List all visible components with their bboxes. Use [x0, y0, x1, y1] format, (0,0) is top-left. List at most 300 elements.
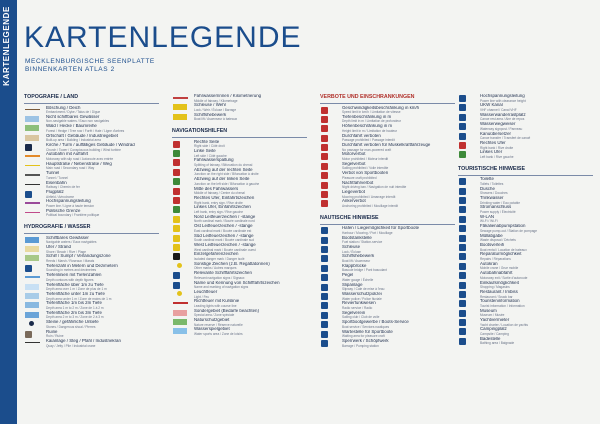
legend-symbol	[458, 103, 476, 111]
legend-symbol	[320, 320, 338, 328]
legend-item	[172, 262, 307, 271]
legend-translation: Left bank, entry sign / Rive gauche	[194, 210, 244, 214]
legend-text	[342, 134, 455, 143]
depth-contour-symbol	[25, 276, 40, 278]
legend-translation: Depth area 1 m to 2 m / Zone de 1 à 2 m	[46, 306, 104, 311]
legend-text	[194, 94, 307, 103]
gauge-icon	[321, 274, 328, 281]
legend-label: Wasserwanderrastplatz	[480, 112, 526, 117]
legend-label: Ost Leitfeuerzeichen / -stange	[194, 224, 253, 229]
legend-text	[342, 152, 455, 161]
legend-label: UKW Kanal	[480, 103, 503, 108]
legend-label: Abzweig auf der rechten Seite	[194, 167, 253, 172]
subtitle-atlas: BINNENKARTEN ATLAS 2	[25, 66, 115, 73]
legend-symbol	[458, 113, 476, 121]
no-sailing-icon	[321, 163, 328, 170]
west-cardinal-icon	[173, 244, 180, 251]
legend-text	[480, 215, 593, 224]
legend-label: Sonstige Zeichen (z.B. Regattatonnen)	[194, 261, 270, 266]
legend-text	[480, 177, 593, 186]
legend-symbol	[320, 106, 338, 114]
legend-text	[480, 299, 593, 308]
legend-translation: Quay / Jetty / Pile / Industrial crane	[46, 343, 96, 348]
legend-text	[194, 243, 307, 252]
east-cardinal-icon	[173, 225, 180, 232]
legend-text	[194, 177, 307, 186]
legend-text	[342, 320, 455, 329]
legend-text	[46, 171, 159, 180]
legend-label: Sportbootgewerbe / Boots-Service	[342, 320, 409, 325]
legend-text	[194, 309, 307, 318]
legend-translation: VHF channel / Canal VHF	[480, 107, 517, 112]
legend-translation: Right bank, entry sign / Rive droite	[194, 200, 243, 205]
boat-lift-symbol	[173, 114, 187, 120]
left-bank-icon	[459, 151, 466, 158]
legend-text	[46, 320, 159, 329]
legend-item	[24, 264, 159, 273]
legend-item	[458, 243, 593, 252]
legend-symbol	[24, 301, 42, 309]
legend-label: Tiefenfläche unter 1m zu Tiefe	[46, 292, 105, 297]
ruin-icon	[25, 331, 32, 338]
legend-translation: Forest / Hedge / Tree row / Forêt / Haie / Ligne d'arbres	[46, 128, 125, 133]
legend-translation: Motorway with slip road / Autoroute avec entrée	[46, 157, 114, 162]
legend-translation: Waiting area for pleasure craft	[342, 334, 385, 339]
legend-symbol	[458, 234, 476, 242]
legend-symbol	[320, 115, 338, 123]
legend-text	[194, 158, 307, 167]
junction-left-icon	[173, 178, 180, 185]
legend-item	[24, 152, 159, 161]
legend-label: Nachtfahrverbot	[342, 180, 374, 185]
legend-label: Rechte Seite	[194, 139, 220, 144]
legend-symbol	[172, 149, 190, 157]
legend-item	[172, 224, 307, 233]
legend-item	[320, 143, 455, 152]
legend-translation: Drinking water / Eau potable	[480, 200, 521, 205]
legend-translation: Anchoring prohibited / Mouillage interdit	[342, 204, 398, 208]
fuel-station-icon	[321, 237, 328, 244]
legend-translation: Water police / Police fluviale	[342, 296, 382, 301]
water-police-icon	[321, 293, 328, 300]
nature-reserve-symbol	[173, 319, 187, 325]
legend-item	[458, 150, 593, 159]
legend-item	[458, 309, 593, 318]
legend-translation: Water gauge / Échelle	[342, 277, 374, 282]
legend-translation: Museum / Musée	[480, 313, 505, 318]
legend-translation: Speed limit in km/h / Limitation de vitesse	[342, 110, 401, 115]
crane-icon	[459, 263, 466, 270]
legend-symbol	[458, 150, 476, 158]
legend-symbol	[24, 134, 42, 142]
legend-item	[458, 299, 593, 308]
legend-text	[46, 339, 159, 348]
legend-text	[480, 337, 593, 346]
legend-text	[342, 311, 455, 320]
legend-symbol	[320, 264, 338, 272]
legend-item	[458, 262, 593, 271]
legend-item	[458, 281, 593, 290]
legend-item	[320, 301, 455, 310]
legend-label: Trinkwasser	[480, 196, 504, 201]
legend-text	[194, 271, 307, 280]
legend-translation: Canoe rest area / Aire de repos	[480, 117, 525, 122]
legend-label: Hauptstraße / Nebenstraße / Weg	[46, 161, 112, 166]
legend-symbol	[24, 181, 42, 189]
legend-label: Hafen / Liegemöglichkeit für Sportboote	[342, 226, 420, 231]
legend-item	[320, 106, 455, 115]
legend-label: Schiffbares Gewässer	[46, 235, 89, 240]
legend-label: Geschwindigkeitsbeschränkung in km/h	[342, 105, 420, 110]
legend-item	[320, 226, 455, 235]
legend-label: Liegeverbot	[342, 190, 365, 195]
legend-item	[320, 330, 455, 339]
legend-item	[458, 318, 593, 327]
legend-item	[320, 181, 455, 190]
legend-translation: Shopping / Magasins	[480, 285, 510, 290]
sounding-symbol	[25, 265, 32, 272]
legend-label: Relevante Schifffahrtszeichen	[194, 271, 252, 276]
legend-symbol	[320, 292, 338, 300]
navigable-water-symbol	[25, 237, 39, 243]
boat-service-icon	[321, 321, 328, 328]
legend-symbol	[320, 134, 338, 142]
legend-label: Autokran	[480, 261, 498, 266]
legend-item	[24, 273, 159, 282]
water-sports-symbol	[173, 328, 187, 334]
legend-label: Nicht schiffbares Gewässer	[46, 114, 100, 119]
legend-symbol	[24, 115, 42, 123]
legend-translation: Waste disposal / Déchets	[480, 238, 516, 243]
legend-item	[458, 234, 593, 243]
legend-item	[458, 196, 593, 205]
legend-label: Campingplatz	[480, 327, 507, 332]
legend-label: Nord Leitfeuerzeichen / -stange	[194, 214, 256, 219]
legend-text	[480, 103, 593, 112]
legend-translation: Junction on the right side / Bifurcation à droite	[194, 172, 259, 177]
barrage-icon	[321, 340, 328, 347]
canoe-transfer-icon	[459, 133, 466, 140]
airfield-icon	[25, 191, 32, 198]
legend-item	[320, 115, 455, 124]
lock-icon	[321, 246, 328, 253]
legend-label: Tunnel	[46, 171, 60, 176]
depth-area-1-symbol	[25, 284, 39, 290]
legend-label: Ortschaft / Gebäude / Industriegebiet	[46, 133, 118, 138]
legend-item	[320, 236, 455, 245]
legend-symbol	[172, 281, 190, 289]
legend-symbol	[320, 190, 338, 198]
church-icon	[25, 144, 32, 151]
legend-item	[458, 271, 593, 280]
vhf-channel-icon	[459, 104, 466, 111]
legend-translation: Fuel station / Station-service	[342, 240, 383, 245]
legend-text	[46, 330, 159, 339]
legend-translation: Power line with clearance height	[480, 98, 526, 103]
legend-symbol	[458, 243, 476, 251]
reeds-symbol	[25, 255, 39, 261]
legend-item	[458, 141, 593, 150]
legend-symbol	[24, 236, 42, 244]
legend-symbol	[320, 181, 338, 189]
legend-label: Ruine	[46, 329, 58, 334]
legend-symbol	[24, 124, 42, 132]
legend-text	[342, 190, 455, 199]
legend-symbol	[172, 94, 190, 102]
legend-label: Bootstankstelle	[342, 235, 372, 240]
legend-text	[480, 122, 593, 131]
embankment-symbol	[25, 109, 40, 111]
legend-item	[320, 311, 455, 320]
legend-text	[46, 152, 159, 161]
legend-symbol	[172, 205, 190, 213]
legend-item	[24, 283, 159, 292]
legend-translation: Name and marking of navigation signs	[194, 285, 249, 290]
non-navigable-water-symbol	[25, 116, 39, 122]
legend-text	[46, 143, 159, 152]
legend-item	[320, 199, 455, 208]
legend-item	[172, 140, 307, 149]
no-motor-icon	[321, 153, 328, 160]
mid-fairway-icon	[173, 188, 180, 195]
legend-label: Touristeninformation	[480, 299, 520, 304]
legend-translation: Right bank / Rive droite	[480, 145, 514, 150]
depth-area-4-symbol	[25, 312, 39, 318]
sailing-club-icon	[321, 312, 328, 319]
legend-item	[24, 209, 159, 218]
legend-item	[458, 252, 593, 261]
legend-text	[194, 318, 307, 327]
legend-translation: Boat service / Services nautiques	[342, 324, 390, 329]
legend-symbol	[24, 311, 42, 319]
legend-item	[172, 187, 307, 196]
legend-translation: Waterway signpost / Panneau	[480, 126, 523, 131]
legend-label: Sondergebiet (Bedarfe beachten)	[194, 308, 259, 313]
legend-label: Dusche	[480, 186, 495, 191]
depth-area-2-symbol	[25, 293, 39, 299]
legend-symbol	[320, 273, 338, 281]
legend-item	[24, 106, 159, 115]
legend-text	[480, 309, 593, 318]
boat-lift-icon	[321, 255, 328, 262]
legend-text	[46, 134, 159, 143]
junction-right-icon	[173, 169, 180, 176]
legend-item	[458, 337, 593, 346]
legend-translation: Navigable waters / Eaux navigables	[46, 240, 97, 245]
legend-item	[172, 327, 307, 336]
legend-item	[24, 292, 159, 301]
legend-translation: Special area / Zone spéciale	[194, 313, 235, 318]
legend-label: West Leitfeuerzeichen / -stange	[194, 242, 256, 247]
legend-text	[480, 141, 593, 150]
legend-symbol	[24, 254, 42, 262]
legend-label: Politische Grenze	[46, 208, 81, 213]
no-paddle-icon	[321, 144, 328, 151]
legend-label: Höhenbeschränkung in m	[342, 124, 393, 129]
legend-translation: Railway / Chemin de fer	[46, 185, 80, 190]
legend-symbol	[172, 177, 190, 185]
legend-item	[172, 271, 307, 280]
legend-text	[46, 292, 159, 301]
right-side-mark-icon	[173, 141, 180, 148]
legend-text	[194, 252, 307, 261]
legend-translation: Splitting of fairway / Bifurcation du chenal	[194, 163, 253, 168]
legend-item	[24, 181, 159, 190]
legend-translation: Isolated danger mark / Danger isolé	[194, 256, 245, 261]
legend-symbol	[320, 254, 338, 262]
legend-label: Autobahnabfahrt	[480, 271, 513, 276]
legend-text	[342, 292, 455, 301]
legend-symbol	[24, 320, 42, 328]
legend-label: Wartestelle für Sportboote	[342, 329, 393, 334]
fairway-kilometre-symbol	[173, 97, 188, 99]
legend-text	[342, 339, 455, 348]
legend-label: Verbot von Sportbooten	[342, 171, 389, 176]
stones-symbol	[29, 321, 34, 326]
legend-label: Schiffshebewerk	[342, 254, 375, 259]
legend-translation: Boat lift / Ascenseur	[342, 259, 371, 264]
legend-item	[172, 234, 307, 243]
no-passage-icon	[321, 135, 328, 142]
legend-text	[194, 290, 307, 299]
legend-translation: Lock / Weir / Écluse / Barrage	[194, 107, 237, 112]
yacht-charter-icon	[459, 319, 466, 326]
legend-item	[24, 162, 159, 171]
legend-label: Fahrwasserrinnen / Kilometrierung	[194, 94, 262, 98]
legend-label: Fäkalienabpumpstation	[480, 224, 526, 229]
legend-translation: Light / Feu	[194, 294, 210, 299]
legend-label: Tiefenlinien mit Tiefenzahlen	[46, 273, 102, 278]
side-tab-label: KARTENLEGENDE	[2, 6, 11, 86]
legend-label: Ufer / Strand	[46, 245, 71, 250]
boat-rental-icon	[459, 244, 466, 251]
legend-symbol	[320, 199, 338, 207]
left-side-mark-icon	[173, 150, 180, 157]
legend-label: Kirche / Turm / auffälliges Gebäude / Windrad	[46, 143, 135, 148]
legend-symbol	[458, 327, 476, 335]
legend-translation: Motor prohibited / Moteur interdit	[342, 157, 389, 162]
legend-item	[172, 309, 307, 318]
legend-symbol	[172, 168, 190, 176]
legend-column-4	[458, 94, 593, 346]
legend-item	[458, 224, 593, 233]
legend-text	[46, 190, 159, 199]
legend-item	[320, 292, 455, 301]
legend-label: Kaianlage / Steg / Pfahl / Industriekran	[46, 338, 121, 343]
legend-translation: Tourist information / Information	[480, 303, 525, 308]
forest-symbol	[25, 125, 39, 131]
legend-text	[46, 283, 159, 292]
legend-symbol	[172, 103, 190, 111]
legend-label: Fahrwasserspaltung	[194, 158, 234, 163]
waterway-signpost-icon	[459, 123, 466, 130]
motorway-exit-icon	[459, 272, 466, 279]
legend-item	[24, 311, 159, 320]
legend-translation: Depth area 2 m to 3 m / Zone de 2 à 3 m	[46, 315, 104, 320]
legend-label: Böschung / Deich	[46, 105, 81, 110]
legend-symbol	[24, 273, 42, 281]
legend-translation: Lock / Écluse	[342, 249, 361, 254]
legend-item	[24, 190, 159, 199]
legend-item	[320, 190, 455, 199]
power-line-symbol	[25, 202, 40, 204]
legend-symbol	[24, 245, 42, 253]
legend-symbol	[172, 140, 190, 148]
shower-icon	[459, 188, 466, 195]
legend-text	[342, 236, 455, 245]
legend-item	[172, 318, 307, 327]
legend-symbol	[24, 162, 42, 170]
legend-symbol	[172, 327, 190, 335]
legend-translation: Bathing area / Baignade	[480, 341, 515, 346]
tourist-info-icon	[459, 300, 466, 307]
legend-symbol	[320, 330, 338, 338]
legend-symbol	[320, 162, 338, 170]
legend-translation: Mooring prohibited / Amarrage interdit	[342, 194, 396, 199]
legend-symbol	[458, 299, 476, 307]
legend-translation: Passage prohibited / Passage interdit	[342, 138, 395, 143]
right-bank-sign-icon	[173, 197, 180, 204]
height-limit-icon	[321, 125, 328, 132]
legend-translation: Depth limit in m / Limitation de profondeur	[342, 119, 401, 124]
legend-item	[172, 158, 307, 167]
legend-text	[342, 181, 455, 190]
legend-translation: Built-up area / Building / Industrial area	[46, 138, 101, 143]
quay-symbol	[25, 342, 40, 344]
legend-symbol	[24, 190, 42, 198]
legend-text	[46, 236, 159, 245]
legend-label: Reparaturmöglichkeit	[480, 252, 522, 257]
legend-symbol	[458, 205, 476, 213]
legend-translation: Sailing club / Club de voile	[342, 315, 380, 320]
legend-text	[480, 271, 593, 280]
legend-symbol	[458, 122, 476, 130]
shopping-icon	[459, 282, 466, 289]
page-title: KARTENLEGENDE	[24, 21, 302, 54]
legend-symbol	[458, 309, 476, 317]
legend-item	[458, 103, 593, 112]
legend-item	[320, 339, 455, 348]
legend-item	[24, 301, 159, 310]
legend-translation: Power line / Ligne à haute tension	[46, 204, 95, 208]
legend-text	[480, 318, 593, 327]
road-symbol	[25, 165, 40, 167]
legend-translation: Church / Tower / Conspicuous building / Wind turbine	[46, 147, 121, 152]
legend-item	[320, 162, 455, 171]
legend-translation: Stones / Dangerous shoal / Pierres	[46, 324, 96, 329]
legend-symbol	[320, 245, 338, 253]
legend-symbol	[24, 339, 42, 347]
legend-translation: Power supply / Électricité	[480, 210, 516, 214]
legend-text	[194, 113, 307, 122]
legend-item	[24, 115, 159, 124]
toilet-icon	[459, 178, 466, 185]
legend-translation: Non-navigable waters / Eaux non navigables	[46, 119, 110, 124]
legend-text	[194, 299, 307, 308]
legend-label: Klappbrücke	[342, 263, 367, 268]
legend-text	[480, 262, 593, 271]
legend-label: Pegel	[342, 273, 354, 278]
legend-label: Tiefenfläche über 1m zu Tiefe	[46, 282, 104, 287]
legend-text	[46, 124, 159, 133]
light-icon	[177, 291, 182, 296]
legend-label: Revierfunkwesen	[342, 301, 376, 306]
legend-item	[24, 236, 159, 245]
legend-symbol	[458, 224, 476, 232]
legend-symbol	[320, 283, 338, 291]
legend-item	[24, 245, 159, 254]
legend-symbol	[172, 243, 190, 251]
